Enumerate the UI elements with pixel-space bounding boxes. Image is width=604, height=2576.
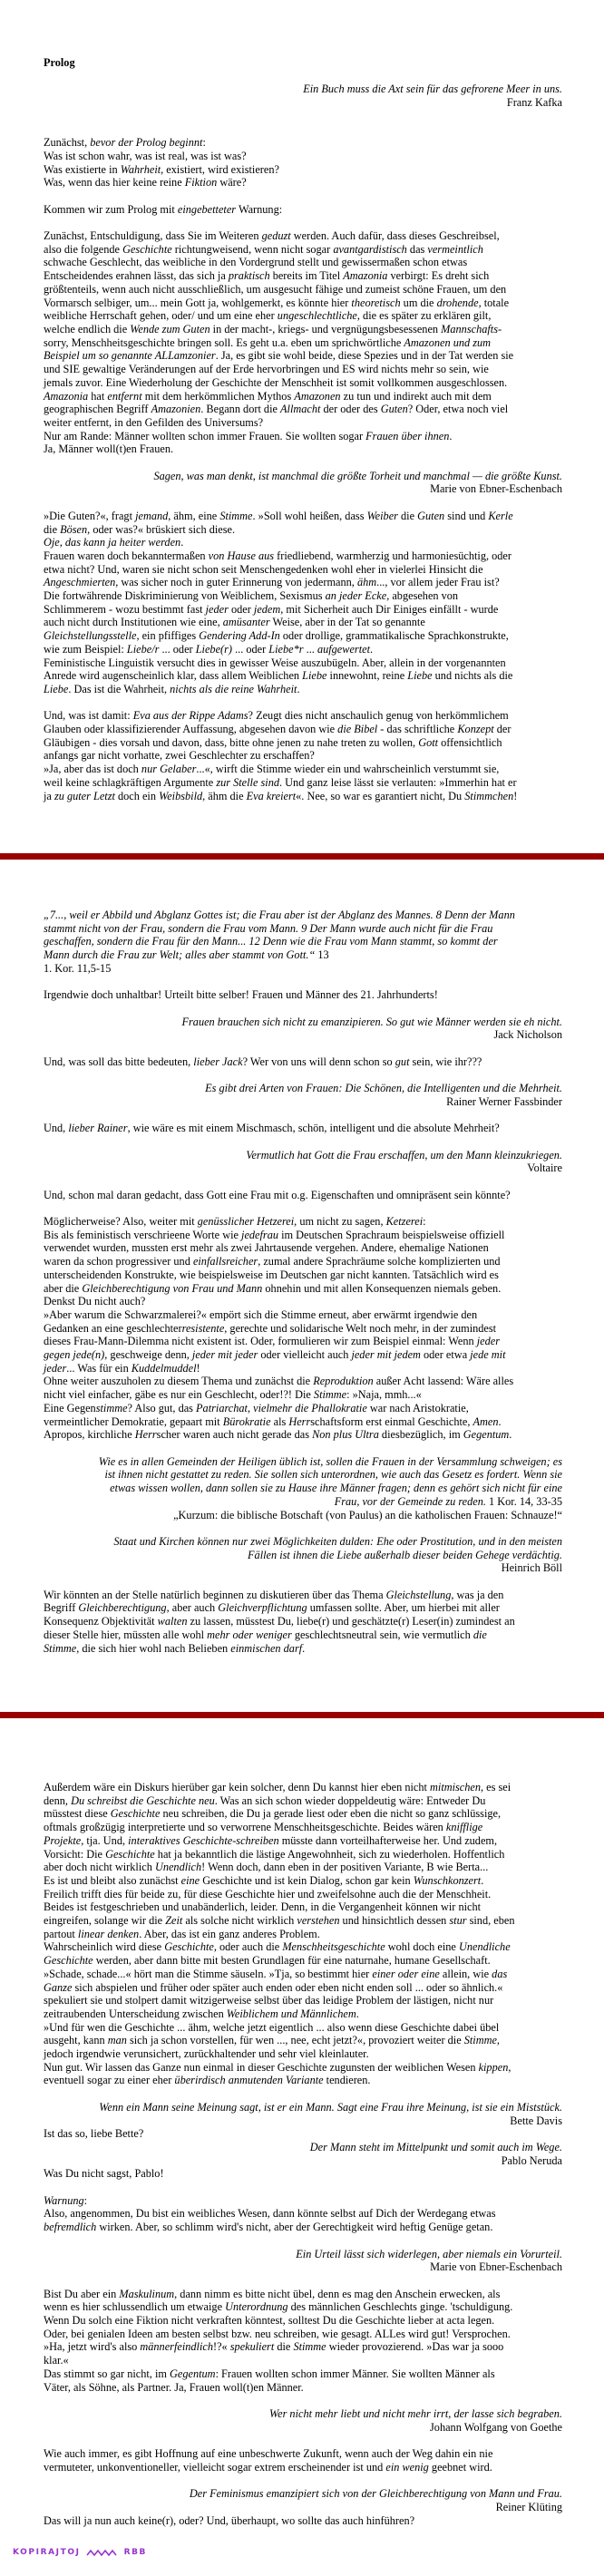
quote-attribution: Heinrich Böll <box>501 1561 562 1575</box>
paragraph: Was Du nicht sagst, Pablo! <box>44 2167 164 2181</box>
paragraph: Außerdem wäre ein Diskurs hierüber gar kein solcher, denn Du kannst hier eben nicht mitmischen, es sei denn, Du schreibst die Geschichte neu. Was an sich schon wieder doppeldeutig wäre: Entweder Du müsstest diese Geschichte neu schreiben, die Du ja gerade liest oder eben die nicht so ganz schlüssige, oftmals großzügig interpretierte und so verworrene Menschheitsgeschichte. Beides wären knifflige Projekte, tja. Und, interaktives Geschichte-schreiben müsste dann vorteilhafterweise her. Und zudem, Vorsicht: Die Geschichte hat ja bekanntlich die lästige Angewohnheit, sich zu wiederholen. Hoffentlich aber doch nicht wirklich Unendlich! Wenn doch, dann eben in der positiven Variante, B wie Berta... Es ist und bleibt also zunächst eine Geschichte und ist kein Dialog, schon gar kein Wunschkonzert. Freilich trifft dies für beide zu, für diese Geschichte hier und zweifelsohne auch die der Menschheit. Beides ist festgeschrieben und unabänderlich, leider. Denn, in die Vergangenheit können wir nicht eingreifen, solange wir die Zeit als solche nicht wirklich verstehen und hinsichtlich dessen stur sind, eben partout linear denken. Aber, das ist ein ganz anderes Problem. Wahrscheinlich wird diese Geschichte, oder auch die Menschheitsgeschichte wohl doch eine Unendliche Geschichte werden, aber dann bitte mit besten Grundlagen für eine naturnahe, humane Gesellschaft. »Schade, schade...« hört man die Stimme säuseln. »Tja, so bestimmt hier einer oder eine allein, wie das Ganze sich abspielen und früher oder später auch enden oder eben nicht enden soll ... oder so ähnlich.« spekuliert sie und stolpert damit witzigerweise selbst über das leidige Problem der lästigen, nicht nur zeitraubenden Unterscheidung zwischen Weiblichem und Männlichem. »Und für wen die Geschichte ... ähm, welche jetzt eigentlich ... also wenn diese Geschichte dabei übel ausgeht, kann man sich ja schon vorstellen, für wen ..., nee, echt jetzt?«, provoziert weiter die Stimme, jedoch irgendwie verunsichert, zurückhaltender und sehr viel kleinlauter. Nun gut. Wir lassen das Ganze nun einmal in dieser Geschichte zugunsten der weiblichen Wesen kippen, eventuell sogar zu einer eher überirdisch anmutenden Variante tendieren. <box>44 1781 515 2087</box>
paragraph: Bist Du aber ein Maskulinum, dann nimm es bitte nicht übel, denn es mag den Anschein erwecken, als wenn es hier schlussendlich um etwaige Unterordnung des männlichen Geschlechts ginge. 'tschuldigung. Wenn Du solch eine Fiktion nicht verkraften könntest, solltest Du die Geschichte lieber at acta legen. Oder, bei genialen Ideen am besten selbst bzw. neu schreiben, wie gesagt. ALLes wird gut! Versprochen. »Ha, jetzt wird's also männerfeindlich!?« spekuliert die Stimme wieder provozierend. »Das war ja sooo klar.« Das stimmt so gar nicht, im Gegentum: Frauen wollten schon immer Männer. Sie wollten Männer als Väter, als Söhne, als Partner. Ja, Frauen woll(t)en Männer. <box>44 2287 513 2394</box>
paragraph: Wir könnten an der Stelle natürlich beginnen zu diskutieren über das Thema Gleichstellung, was ja den Begriff Gleichberechtigung, aber auch Gleichverpflichtung umfassen sollte. Aber, um hierbei mit aller Konsequenz Objektivität walten zu lassen, müsstest Du, liebe(r) und geschätzte(r) Leser(in) zumindest an dieser Stelle hier, müssten alle wohl mehr oder weniger geschlechtsneutral sein, wie vermutlich die Stimme, die sich hier wohl nach Belieben einmischen darf. <box>44 1588 515 1655</box>
paragraph: Das will ja nun auch keine(r), oder? Und, überhaupt, wo sollte das auch hinführen? <box>44 2513 415 2527</box>
quote-attribution: Johann Wolfgang von Goethe <box>430 2420 562 2434</box>
quote: Sagen, was man denkt, ist manchmal die größte Torheit und manchmal — die größte Kunst. <box>153 469 562 482</box>
quote: Ein Buch muss die Axt sein für das gefrorene Meer in uns. <box>303 83 562 96</box>
page-break-separator-1 <box>0 853 604 860</box>
squiggle-icon <box>86 2549 119 2557</box>
paragraph: Und, lieber Rainer, wie wäre es mit einem Mischmasch, schön, intelligent und die absolute Mehrheit? <box>44 1122 500 1135</box>
document-page-1 <box>0 0 604 802</box>
quote: Frauen brauchen sich nicht zu emanzipieren. So gut wie Männer werden sie eh nicht. <box>181 1015 562 1028</box>
paragraph: Kommen wir zum Prolog mit eingebetteter Warnung: <box>44 202 283 216</box>
paragraph: Wie auch immer, es gibt Hoffnung auf eine unbeschwerte Zukunft, wenn auch der Weg dahin ein nie vermuteter, unkonventioneller, vielleicht sogar extrem erscheinender ist und ein wenig geebnet wird. <box>44 2447 493 2474</box>
quote-attribution: Reiner Klüting <box>495 2500 562 2513</box>
quote: „7..., weil er Abbild und Abglanz Gottes ist; die Frau aber ist der Abglanz des Mannes. 8 Denn der Mann stammt nicht von der Frau, sondern die Frau vom Mann. 9 Der Mann wurde auch nicht für die Frau geschaffen, sondern die Frau für den Mann... 12 Denn wie die Frau vom Mann stammt, so kommt der Mann durch die Frau zur Welt; alles aber stammt von Gott.“ 13 1. Kor. 11,5-15 <box>44 909 515 975</box>
copyright-footer <box>13 2546 147 2560</box>
paragraph: Zunächst, Entschuldigung, dass Sie im Weiteren geduzt werden. Auch dafür, dass dieses Geschreibsel, also die folgende Geschichte richtungweisend, wenn nicht sogar avantgardistisch das vermeintlich schwache Geschlecht, das weibliche in den Vordergrund stellt und gewissermaßen schon etwas Entscheidendes erahnen lässt, das sich ja praktisch bereits im Titel Amazonia verbirgt: Es dreht sich größtenteils, wenn auch nicht ausschließlich, um ausgesucht fähige und zumeist schöne Frauen, um den Vormarsch selbiger, um... mein Gott ja, wohlgemerkt, es könnte hier theoretisch um die drohende, totale weibliche Herrschaft gehen, oder/ und um eine eher ungeschlechtliche, die es später zu erklären gilt, welche endlich die Wende zum Guten in der macht-, kriegs- und vergnügungsbesessenen Mannschafts- sorry, Menschheitsgeschichte bringen soll. Es geht u.a. eben um sprichwörtliche Amazonen und zum Beispiel um so genannte ALLamzonier. Ja, es gibt sie wohl beide, diese Spezies und in der Tat werden sie und SIE gewaltige Veränderungen auf der Erde hervorbringen und ES wird nichts mehr so sein, wie jemals zuvor. Eine Wiederholung der Geschichte der Menschheit ist somit vollkommen ausgeschlossen. Amazonia hat entfernt mit dem herkömmlichen Mythos Amazonen zu tun und indirekt auch mit dem geographischen Begriff Amazonien. Begann dort die Allmacht der oder des Guten? Oder, etwa noch viel weiter entfernt, in den Gefilden des Universums? Nur am Rande: Männer wollten schon immer Frauen. Sie wollten sogar Frauen über ihnen. Ja, Männer woll(t)en Frauen. <box>44 229 514 456</box>
document-page-3 <box>0 1718 604 2527</box>
quote-attribution: Pablo Neruda <box>501 2153 562 2167</box>
quote: Wer nicht mehr liebt und nicht mehr irrt, der lasse sich begraben. <box>269 2406 562 2420</box>
quote: Es gibt drei Arten von Frauen: Die Schönen, die Intelligenten und die Mehrheit. <box>205 1082 562 1095</box>
quote: Staat und Kirchen können nur zwei Möglichkeiten dulden: Ehe oder Prostitution, und in den meisten Fällen ist ihnen die Liebe außerhalb dieser beiden Gehege verdächtig. <box>113 1534 562 1561</box>
paragraph: »Die Guten?«, fragt jemand, ähm, eine Stimme. »Soll wohl heißen, dass Weiber die Guten sind und Kerle die Bösen, oder was?« brüskiert sich diese. Oje, das kann ja heiter werden. Frauen waren doch bekanntermaßen von Hause aus friedliebend, warmherzig und harmoniesüchtig, oder etwa nicht? Und, waren sie nicht schon seit Menschengedenken wohl eher in vielerlei Hinsicht die Angeschmierten, was sicher noch in guter Erinnerung von jedermann, ähm..., vor allem jeder Frau ist? Die fortwährende Diskriminierung von Weiblichem, Sexismus an jeder Ecke, abgesehen von Schlimmerem - wozu bestimmt fast jeder oder jedem, mit Sicherheit auch Dir Einiges einfällt - wurde auch nicht durch Institutionen wie eine, amüsanter Weise, aber in der Tat so genannte Gleichstellungsstelle, ein pfiffiges Gendering Add-In oder drollige, grammatikalische Sprachkonstrukte, wie zum Beispiel: Liebe/r ... oder Liebe(r) ... oder Liebe*r ... aufgewertet. Feministische Linguistik versucht dies in gewisser Weise auszubügeln. Aber, allein in der vorgenannten Anrede wird augenscheinlich klar, dass allem Weiblichen Liebe innewohnt, reine Liebe und nichts als die Liebe. Das ist die Wahrheit, nichts als die reine Wahrheit. <box>44 509 513 695</box>
paragraph: Zunächst, bevor der Prolog beginnt: Was ist schon wahr, was ist real, was ist was? Was existierte in Wahrheit, existiert, wird existieren? Was, wenn das hier keine reine Fiktion wäre? <box>44 136 279 190</box>
page-break-separator-2 <box>0 1712 604 1718</box>
quote-attribution: Jack Nicholson <box>493 1028 562 1042</box>
paragraph: Warnung: Also, angenommen, Du bist ein weibliches Wesen, dann könnte selbst auf Dich der Werdegang etwas befremdlich wirken. Aber, so schlimm wird's nicht, aber der Gerechtigkeit wird heftig Genüge getan. <box>44 2193 496 2234</box>
quote-attribution: Marie von Ebner-Eschenbach <box>430 482 562 496</box>
quote-attribution: Franz Kafka <box>506 96 562 110</box>
copyright-owner: RBB <box>123 2548 148 2557</box>
quote-attribution: Rainer Werner Fassbinder <box>446 1094 562 1108</box>
quote-attribution: Marie von Ebner-Eschenbach <box>430 2260 562 2274</box>
quote: Der Feminismus emanzipiert sich von der Gleichberechtigung von Mann und Frau. <box>189 2487 562 2501</box>
paragraph: Irgendwie doch unhaltbar! Urteilt bitte selber! Frauen und Männer des 21. Jahrhunderts! <box>44 988 438 1002</box>
quote-attribution: Voltaire <box>527 1162 562 1175</box>
quote: Wie es in allen Gemeinden der Heiligen üblich ist, sollen die Frauen in der Versammlung schweigen; es ist ihnen nicht gestattet zu reden. Sie sollen sich unterordnen, wie auch das Gesetz es fordert. Wenn sie etwas wissen wollen, dann sollen sie zu Hause ihre Männer fragen; denn es gehört sich nicht für eine Frau, vor der Gemeinde zu reden. 1 Kor. 14, 33-35 „Kurzum: die biblische Botschaft (von Paulus) an die katholischen Frauen: Schnauze!“ <box>98 1454 562 1521</box>
quote: Ein Urteil lässt sich widerlegen, aber niemals ein Vorurteil. <box>296 2247 562 2260</box>
paragraph: Möglicherweise? Also, weiter mit genüsslicher Hetzerei, um nicht zu sagen, Ketzerei: Bis als feministisch verschrieene Worte wie jedefrau im Deutschen Sprachraum beispielsweise offiziell verwendet wurden, mussten erst mehr als zwei Jahrtausende vergehen. Andere, ehemalige Nationen waren da schon progressiver und einfallsreicher, zumal andere Sprachräume solche komplizierten und unterscheidenden Konstrukte, wie beispielsweise im Deutschen gar nicht kannten. Tatsächlich wird es aber die Gleichberechtigung von Frau und Mann ohnehin und mit allen Konsequenzen niemals geben. Denkst Du nicht auch? »Aber warum die Schwarzmalerei?« empört sich die Stimme erneut, aber erwärmt irgendwie den Gedanken an eine geschlechterresistente, gerechte und solidarische Welt noch mehr, in der zumindest dieses Frau-Mann-Dilemma nicht existent ist. Oder, formulieren wir zum Beispiel einmal: Wenn jeder gegen jede(n), geschweige denn, jeder mit jeder oder vielleicht auch jeder mit jedem oder etwa jede mit jeder... Was für ein Kuddelmuddel! Ohne weiter auszuholen zu diesem Thema und zunächst die Reproduktion außer Acht lassend: Wäre alles nicht viel einfacher, gäbe es nur ein Geschlecht, oder!?! Die Stimme: »Naja, mmh...« Eine Gegenstimme? Also gut, das Patriarchat, vielmehr die Phallokratie war nach Aristokratie, vermeintlicher Demokratie, gepaart mit Bürokratie als Herrschaftsform erst einmal Geschichte, Amen. Apropos, kirchliche Herrscher waren auch nicht gerade das Non plus Ultra diesbezüglich, im Gegentum. <box>44 1215 514 1442</box>
copyright-text: KOPIRAJTOJ <box>13 2548 81 2557</box>
document-title: Prolog <box>44 56 75 69</box>
paragraph: Ist das so, liebe Bette? <box>44 2127 144 2141</box>
paragraph: Und, schon mal daran gedacht, dass Gott eine Frau mit o.g. Eigenschaften und omnipräsent sein könnte? <box>44 1188 511 1201</box>
quote-attribution: Bette Davis <box>510 2114 562 2127</box>
document-page-2 <box>0 860 604 1655</box>
paragraph: Und, was ist damit: Eva aus der Rippe Adams? Zeugt dies nicht anschaulich genug von herkömmlichem Glauben oder klassifizierender Auffassung, abgesehen davon wie die Bibel - das schriftliche Konzept der Gläubigen - dies vorsah und davon, dass, bitte ohne jenen zu nahe treten zu wollen, Gott offensichtlich anfangs gar nicht vorhatte, zwei Geschlechter zu erschaffen? »Ja, aber das ist doch nur Gelaber...«, wirft die Stimme wieder ein und wahrscheinlich verstummt sie, weil keine schlagkräftigen Argumente zur Stelle sind. Und ganz leise lässt sie verlauten: »Immerhin hat er ja zu guter Letzt doch ein Weibsbild, ähm die Eva kreiert«. Nee, so war es garantiert nicht, Du Stimmchen! <box>44 709 518 802</box>
quote: Der Mann steht im Mittelpunkt und somit auch im Wege. <box>309 2140 562 2153</box>
quote: Vermutlich hat Gott die Frau erschaffen, um den Mann kleinzukriegen. <box>246 1148 562 1162</box>
quote: Wenn ein Mann seine Meinung sagt, ist er ein Mann. Sagt eine Frau ihre Meinung, ist sie ein Miststück. <box>99 2100 562 2114</box>
paragraph: Und, was soll das bitte bedeuten, lieber Jack? Wer von uns will denn schon so gut sein, wie ihr??? <box>44 1055 482 1068</box>
